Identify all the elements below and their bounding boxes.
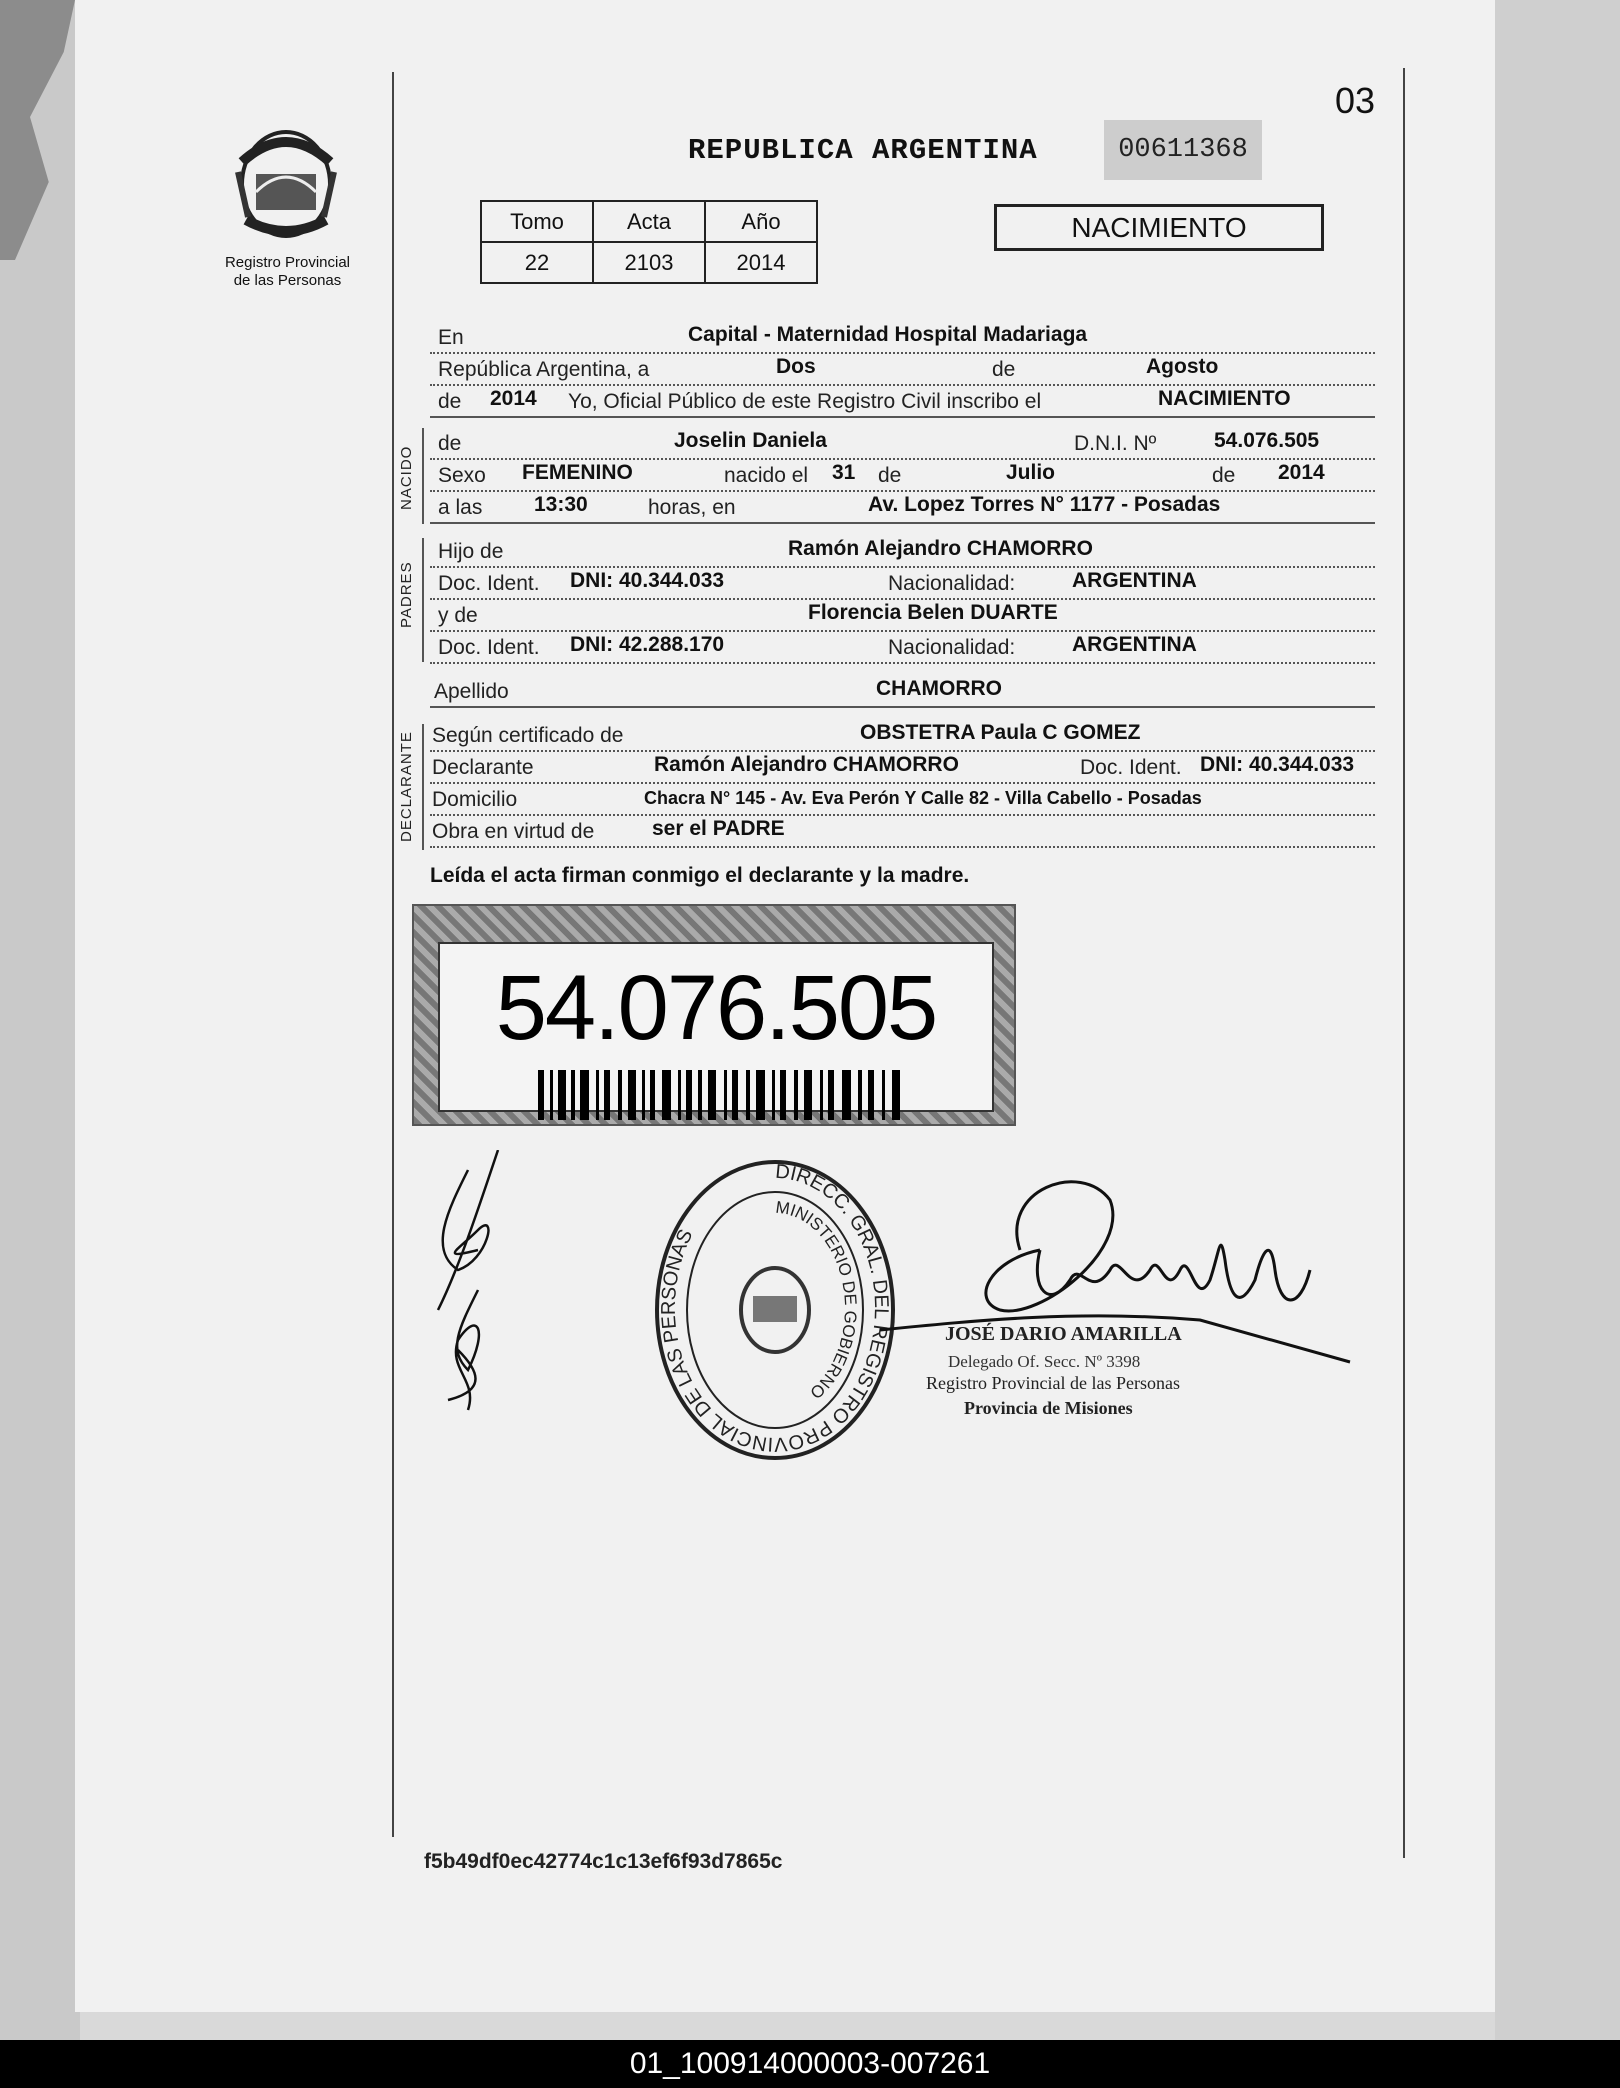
label-father-doc: Doc. Ident. [438,572,543,596]
row-obra [430,818,1375,848]
value-place: Capital - Maternidad Hospital Madariaga [688,323,1088,346]
label-domicilio: Domicilio [432,788,520,812]
row-apellido [430,678,1375,708]
label-dni: D.N.I. Nº [1074,432,1159,456]
value-act: NACIMIENTO [1158,387,1291,410]
value-time: 13:30 [534,493,588,516]
value-mother: Florencia Belen DUARTE [808,601,1058,624]
label-hijo-de: Hijo de [438,540,506,564]
label-de-year: de [438,390,464,414]
nacido-divider [422,428,424,524]
background-right [1495,0,1620,2040]
label-obra: Obra en virtud de [432,820,597,844]
declarante-divider [422,724,424,850]
stamp-inner-text: MINISTERIO DE GOBIERNO [774,1197,861,1403]
value-obra: ser el PADRE [652,817,785,840]
value-month: Agosto [1146,355,1219,378]
registry-table [480,200,818,284]
label-de-name: de [438,432,464,456]
label-republica: República Argentina, a [438,358,652,382]
value-child-name: Joselin Daniela [674,429,827,452]
registry-value-ano: 2014 [705,242,817,283]
label-declarante: Declarante [432,756,537,780]
label-nacido-el: nacido el [724,464,811,488]
value-birth-day: 31 [832,461,856,484]
value-sexo: FEMENINO [522,461,633,484]
dni-label-inner [438,942,994,1112]
dni-label-number: 54.076.505 [495,957,937,1059]
value-mother-nat: ARGENTINA [1072,633,1197,656]
label-mother-doc: Doc. Ident. [438,636,543,660]
label-horas-en: horas, en [648,496,739,520]
value-birth-year: 2014 [1278,461,1325,484]
row-year [430,388,1375,418]
closing-statement: Leída el acta firman conmigo el declarante y la madre. [430,864,970,887]
issuer-label [205,254,370,290]
row-name [430,430,1375,460]
dni-barcode [538,1070,904,1120]
row-date [430,356,1375,386]
label-father-nat: Nacionalidad: [888,572,1018,596]
padres-divider [422,538,424,662]
value-child-dni: 54.076.505 [1214,429,1320,452]
value-declarante-doc: DNI: 40.344.033 [1200,753,1355,776]
record-type-box: NACIMIENTO [994,204,1324,251]
label-de-month: de [992,358,1018,382]
padres-section-label: PADRES [398,561,415,628]
country-title: REPUBLICA ARGENTINA [688,134,1038,167]
dni-label [412,904,1016,1126]
row-mother [430,602,1375,632]
value-domicilio: Chacra N° 145 - Av. Eva Perón Y Calle 82 - Villa Cabello - Posadas [644,788,1202,808]
label-y-de: y de [438,604,481,628]
row-place [430,324,1375,354]
stamp-outer-text: DIRECC. GRAL. DEL REGISTRO PROVINCIAL DE LAS PERSONAS [657,1160,893,1456]
right-margin-line [1403,68,1405,1858]
row-certificado [430,722,1375,752]
page-number: 03 [1335,80,1376,121]
label-certificado: Según certificado de [432,724,626,748]
value-year: 2014 [490,387,537,410]
serial-number: 00611368 [1104,120,1262,180]
officer-role: Delegado Of. Secc. Nº 3398 [948,1352,1141,1371]
issuer-line-1: Registro Provincial [224,254,351,271]
file-id-bar: 01_100914000003-007261 [0,2040,1620,2088]
officer-province: Provincia de Misiones [964,1398,1133,1418]
declarante-section-label: DECLARANTE [398,731,415,842]
document-hash: f5b49df0ec42774c1c13ef6f93d7865c [424,1850,783,1873]
value-declarante: Ramón Alejandro CHAMORRO [654,753,959,776]
declarant-signature [418,1150,538,1445]
registry-header-ano: Año [705,201,817,242]
row-domicilio [430,786,1375,816]
value-apellido: CHAMORRO [876,677,1002,700]
official-stamp [650,1158,900,1473]
label-en: En [438,326,467,350]
label-declarante-doc: Doc. Ident. [1080,756,1185,780]
registry-header-acta: Acta [593,201,705,242]
row-mother-doc [430,634,1375,664]
registry-value-row [481,242,817,283]
officer-registry: Registro Provincial de las Personas [926,1373,1180,1393]
value-mother-doc: DNI: 42.288.170 [570,633,725,656]
row-father-doc [430,570,1375,600]
label-a-las: a las [438,496,485,520]
value-day: Dos [776,355,816,378]
registry-value-acta: 2103 [593,242,705,283]
left-margin-line [392,72,394,1837]
row-time-place [430,494,1375,524]
label-mother-nat: Nacionalidad: [888,636,1018,660]
value-father: Ramón Alejandro CHAMORRO [788,537,1093,560]
row-declarante [430,754,1375,784]
label-de-birth-month: de [878,464,904,488]
registry-header-tomo: Tomo [481,201,593,242]
label-statement: Yo, Oficial Público de este Registro Civil inscribo el [568,390,1044,414]
label-apellido: Apellido [434,680,512,704]
nacido-section-label: NACIDO [398,445,415,510]
value-birth-place: Av. Lopez Torres N° 1177 - Posadas [868,493,1221,516]
background-left [0,0,80,2040]
officer-name: JOSÉ DARIO AMARILLA [945,1323,1182,1345]
value-birth-month: Julio [1006,461,1056,484]
label-sexo: Sexo [438,464,489,488]
row-father [430,538,1375,568]
value-certificado: OBSTETRA Paula C GOMEZ [860,721,1141,744]
registry-value-tomo: 22 [481,242,593,283]
misiones-emblem [232,122,340,246]
registry-header-row [481,201,817,242]
value-father-nat: ARGENTINA [1072,569,1197,592]
issuer-line-2: de las Personas [233,272,342,289]
row-sex-birth [430,462,1375,492]
value-father-doc: DNI: 40.344.033 [570,569,725,592]
label-de-birth-year: de [1212,464,1238,488]
